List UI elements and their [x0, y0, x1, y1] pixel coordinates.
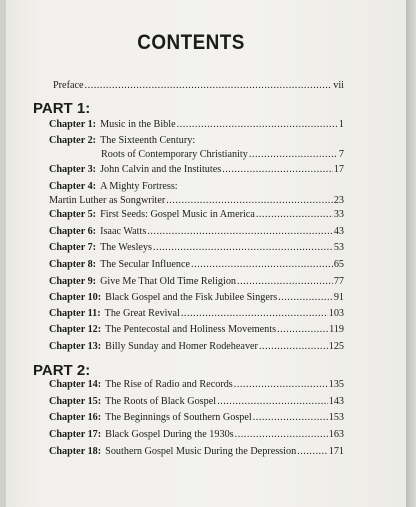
toc-entry: [49, 307, 344, 321]
chapter-label: Chapter 1:: [49, 119, 97, 130]
leader-dots: [259, 340, 328, 354]
chapter-label: Chapter 16:: [49, 412, 102, 423]
toc-entry: [49, 395, 344, 409]
leader-dots: [277, 323, 328, 337]
entry-title: The Rise of Radio and Records: [105, 379, 233, 390]
entry-page: 77: [333, 276, 344, 287]
entry-page: 163: [328, 429, 344, 440]
entry-title: Black Gospel and the Fisk Jubilee Singers: [105, 292, 278, 303]
chapter-label: Chapter 18:: [49, 446, 102, 457]
toc-entry: [49, 428, 344, 442]
toc-entry: [49, 291, 344, 305]
leader-dots: [217, 395, 328, 409]
entry-title: The Great Revival: [104, 308, 180, 319]
entry-title-line1: The Sixteenth Century:: [100, 135, 196, 146]
toc-entry: [49, 208, 344, 222]
entry-title: First Seeds: Gospel Music in America: [100, 209, 255, 220]
chapter-label: Chapter 17:: [49, 429, 102, 440]
entry-title: Give Me That Old Time Religion: [100, 276, 237, 287]
toc-entry: [49, 323, 344, 337]
toc-entry: [49, 340, 344, 354]
entry-title: Isaac Watts: [100, 226, 147, 237]
leader-dots: [166, 194, 333, 208]
entry-page: 1: [338, 119, 344, 130]
chapter-label: Chapter 8:: [49, 259, 97, 270]
entry-title: Preface: [53, 80, 84, 91]
entry-page: 153: [328, 412, 344, 423]
chapter-label: Chapter 15:: [49, 396, 102, 407]
toc-entry-preface: [49, 79, 344, 93]
toc-entry: [49, 378, 344, 392]
leader-dots: [235, 428, 328, 442]
entry-page: 91: [333, 292, 344, 303]
toc-entry: [49, 275, 344, 289]
entry-page: 125: [328, 341, 344, 352]
entry-title-line1: A Mighty Fortress:: [100, 181, 178, 192]
entry-page: 135: [328, 379, 344, 390]
chapter-label: Chapter 6:: [49, 226, 97, 237]
chapter-label: Chapter 7:: [49, 242, 97, 253]
entry-page: 103: [328, 308, 344, 319]
toc-entry: [49, 180, 344, 208]
entry-page: 53: [333, 242, 344, 253]
leader-dots: [153, 241, 333, 255]
entry-title: Martin Luther as Songwriter: [49, 195, 166, 206]
toc-entry: [49, 445, 344, 459]
entry-page: 171: [328, 446, 344, 457]
leader-dots: [191, 258, 333, 272]
chapter-label: Chapter 3:: [49, 164, 97, 175]
leader-dots: [297, 445, 328, 459]
leader-dots: [253, 411, 328, 425]
entry-page: 65: [333, 259, 344, 270]
entry-title: Billy Sunday and Homer Rodeheaver: [105, 341, 258, 352]
entry-title: Southern Gospel Music During the Depression: [105, 446, 297, 457]
chapter-label: Chapter 5:: [49, 209, 97, 220]
leader-dots: [147, 225, 333, 239]
toc-entry: [49, 411, 344, 425]
chapter-label: Chapter 9:: [49, 276, 97, 287]
chapter-label: Chapter 13:: [49, 341, 102, 352]
entry-page: 17: [333, 164, 344, 175]
leader-dots: [177, 118, 338, 132]
leader-dots: [181, 307, 328, 321]
part-heading: PART 2:: [33, 362, 91, 379]
chapter-label: Chapter 11:: [49, 308, 101, 319]
chapter-label: Chapter 12:: [49, 324, 102, 335]
chapter-label: Chapter 14:: [49, 379, 102, 390]
page-edge: [406, 0, 416, 507]
entry-page: 7: [338, 149, 344, 160]
entry-page: 119: [329, 324, 344, 335]
chapter-label: Chapter 4:: [49, 181, 97, 192]
toc-entry: [49, 118, 344, 132]
leader-dots: [256, 208, 333, 222]
chapter-label: Chapter 10:: [49, 292, 102, 303]
leader-dots: [85, 79, 333, 93]
toc-entry: [49, 225, 344, 239]
entry-title: John Calvin and the Institutes: [100, 164, 222, 175]
entry-page: vii: [333, 80, 344, 91]
contents-title: CONTENTS: [137, 31, 245, 54]
entry-page: 143: [328, 396, 344, 407]
entry-page: 23: [333, 195, 344, 206]
chapter-label: Chapter 2:: [49, 135, 97, 146]
toc-entry: [49, 241, 344, 255]
part-heading: PART 1:: [33, 100, 91, 117]
entry-title: The Secular Influence: [100, 259, 191, 270]
leader-dots: [278, 291, 333, 305]
entry-title: The Beginnings of Southern Gospel: [105, 412, 252, 423]
leader-dots: [234, 378, 328, 392]
leader-dots: [237, 275, 333, 289]
toc-entry: [49, 163, 344, 177]
leader-dots: [222, 163, 333, 177]
entry-title: Roots of Contemporary Christianity: [101, 149, 248, 160]
entry-title: The Roots of Black Gospel: [105, 396, 217, 407]
toc-entry: [49, 134, 344, 162]
entry-page: 33: [333, 209, 344, 220]
leader-dots: [249, 148, 338, 162]
entry-title: Music in the Bible: [100, 119, 176, 130]
entry-title: The Pentecostal and Holiness Movements: [105, 324, 277, 335]
toc-entry: [49, 258, 344, 272]
entry-title: The Wesleys: [100, 242, 152, 253]
entry-page: 43: [333, 226, 344, 237]
entry-title: Black Gospel During the 1930s: [105, 429, 234, 440]
